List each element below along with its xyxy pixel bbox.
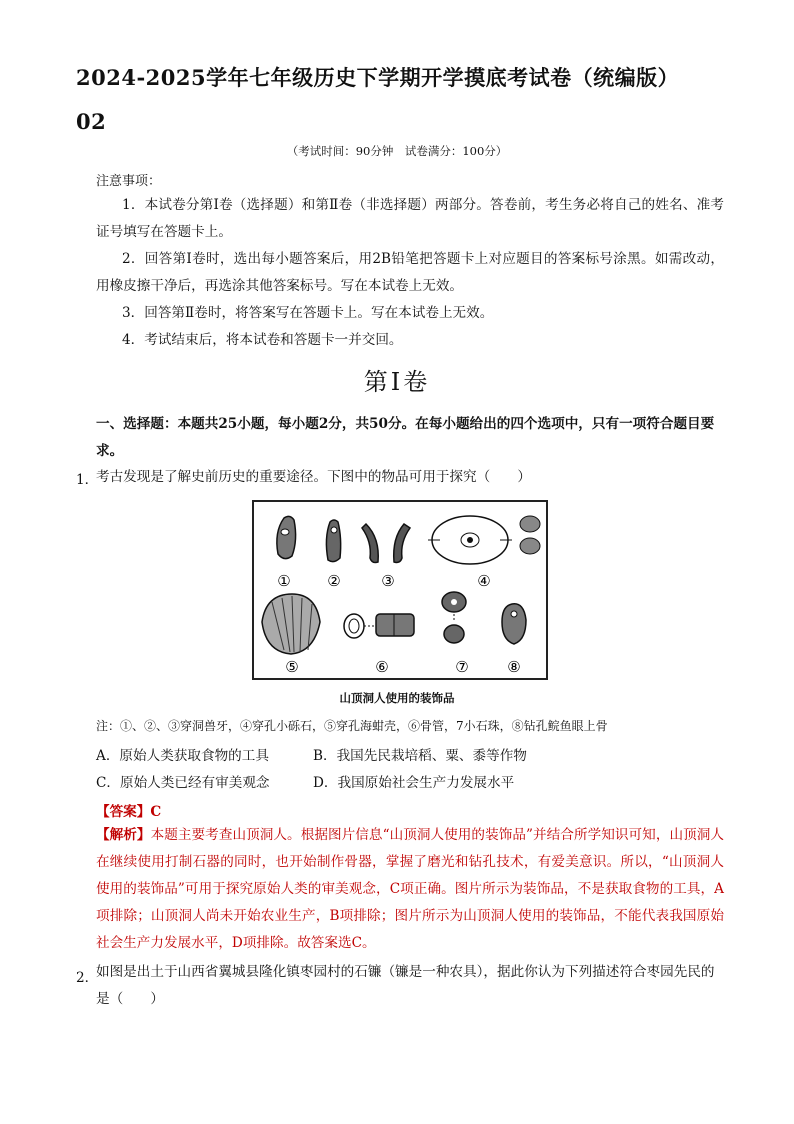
q2-number: 2． <box>76 970 99 986</box>
q1-analysis-text: 本题主要考查山顶洞人。根据图片信息“山顶洞人使用的装饰品”并结合所学知识可知，山顶洞人在继续使用打制石器的同时，也开始制作骨器，掌握了磨光和钻孔技术，有爱美意识。所以，“山顶洞人使用的装饰品”可用于探究原始人类的审美观念，C项正确。图片所示为装饰品，不是获取食物的工具，A项排除；山顶洞人尚未开始农业生产，B项排除；图片所示为山顶洞人使用的装饰品，不能代表我国原始社会生产力发展水平，D项排除。故答案选C。 <box>96 827 725 951</box>
section-title: 第Ⅰ卷 <box>363 368 431 396</box>
q1-figure <box>252 500 548 680</box>
figure-caption: 山顶洞人使用的装饰品 <box>339 691 455 705</box>
q1-stem: 考古发现是了解史前历史的重要途径。下图中的物品可用于探究（ ） <box>96 469 531 485</box>
q1-analysis-label: 【解析】 <box>96 827 151 843</box>
q1-option-d: D．我国原始社会生产力发展水平 <box>313 775 515 791</box>
exam-meta: （考试时间：90分钟 试卷满分：100分） <box>286 144 508 158</box>
q1-analysis <box>96 822 724 957</box>
q1-option-c: C．原始人类已经有审美观念 <box>96 775 270 791</box>
figure-label-1: ① <box>277 572 291 590</box>
section-intro <box>96 411 724 465</box>
figure-label-5: ⑤ <box>285 658 299 676</box>
exam-title-line1: 2024-2025学年七年级历史下学期开学摸底考试卷（统编版） <box>76 65 680 90</box>
exam-title-line2: 02 <box>76 109 107 134</box>
exam-title <box>76 56 736 144</box>
figure-note: 注：①、②、③穿洞兽牙，④穿孔小砾石，⑤穿孔海蚶壳，⑥骨管，7小石珠，⑧钻孔鲩鱼眼上骨 <box>96 719 608 733</box>
figure-label-2: ② <box>327 572 341 590</box>
notes-heading: 注意事项： <box>96 174 162 189</box>
section-intro-text: 本题共25小题，每小题2分，共50分。在每小题给出的四个选项中，只有一项符合题目要求。 <box>96 416 715 459</box>
q1-option-a: A．原始人类获取食物的工具 <box>96 748 269 764</box>
q1-answer: 【答案】C <box>96 804 162 820</box>
note-item-2: 2．回答第Ⅰ卷时，选出每小题答案后，用2B铅笔把答题卡上对应题目的答案标号涂黑。如需改动，用橡皮擦干净后，再选涂其他答案标号。写在本试卷上无效。 <box>96 251 724 294</box>
ornaments-illustration <box>254 502 546 678</box>
note-item-4: 4．考试结束后，将本试卷和答题卡一并交回。 <box>122 332 403 348</box>
q1-number: 1． <box>76 472 99 488</box>
figure-label-4: ④ <box>477 572 491 590</box>
q2-stem: 如图是出土于山西省翼城县隆化镇枣园村的石镰（镰是一种农具），据此你认为下列描述符合枣园先民的是（ ） <box>96 964 715 1007</box>
q1-option-b: B．我国先民栽培稻、粟、黍等作物 <box>313 748 527 764</box>
figure-label-7: ⑦ <box>455 658 469 676</box>
figure-label-3: ③ <box>381 572 395 590</box>
note-item-3: 3．回答第Ⅱ卷时，将答案写在答题卡上。写在本试卷上无效。 <box>122 305 494 321</box>
figure-label-6: ⑥ <box>375 658 389 676</box>
figure-label-8: ⑧ <box>507 658 521 676</box>
note-item-1: 1．本试卷分第Ⅰ卷（选择题）和第Ⅱ卷（非选择题）两部分。答卷前，考生务必将自己的姓名、准考证号填写在答题卡上。 <box>96 197 724 240</box>
section-intro-label: 一、选择题： <box>96 416 178 432</box>
